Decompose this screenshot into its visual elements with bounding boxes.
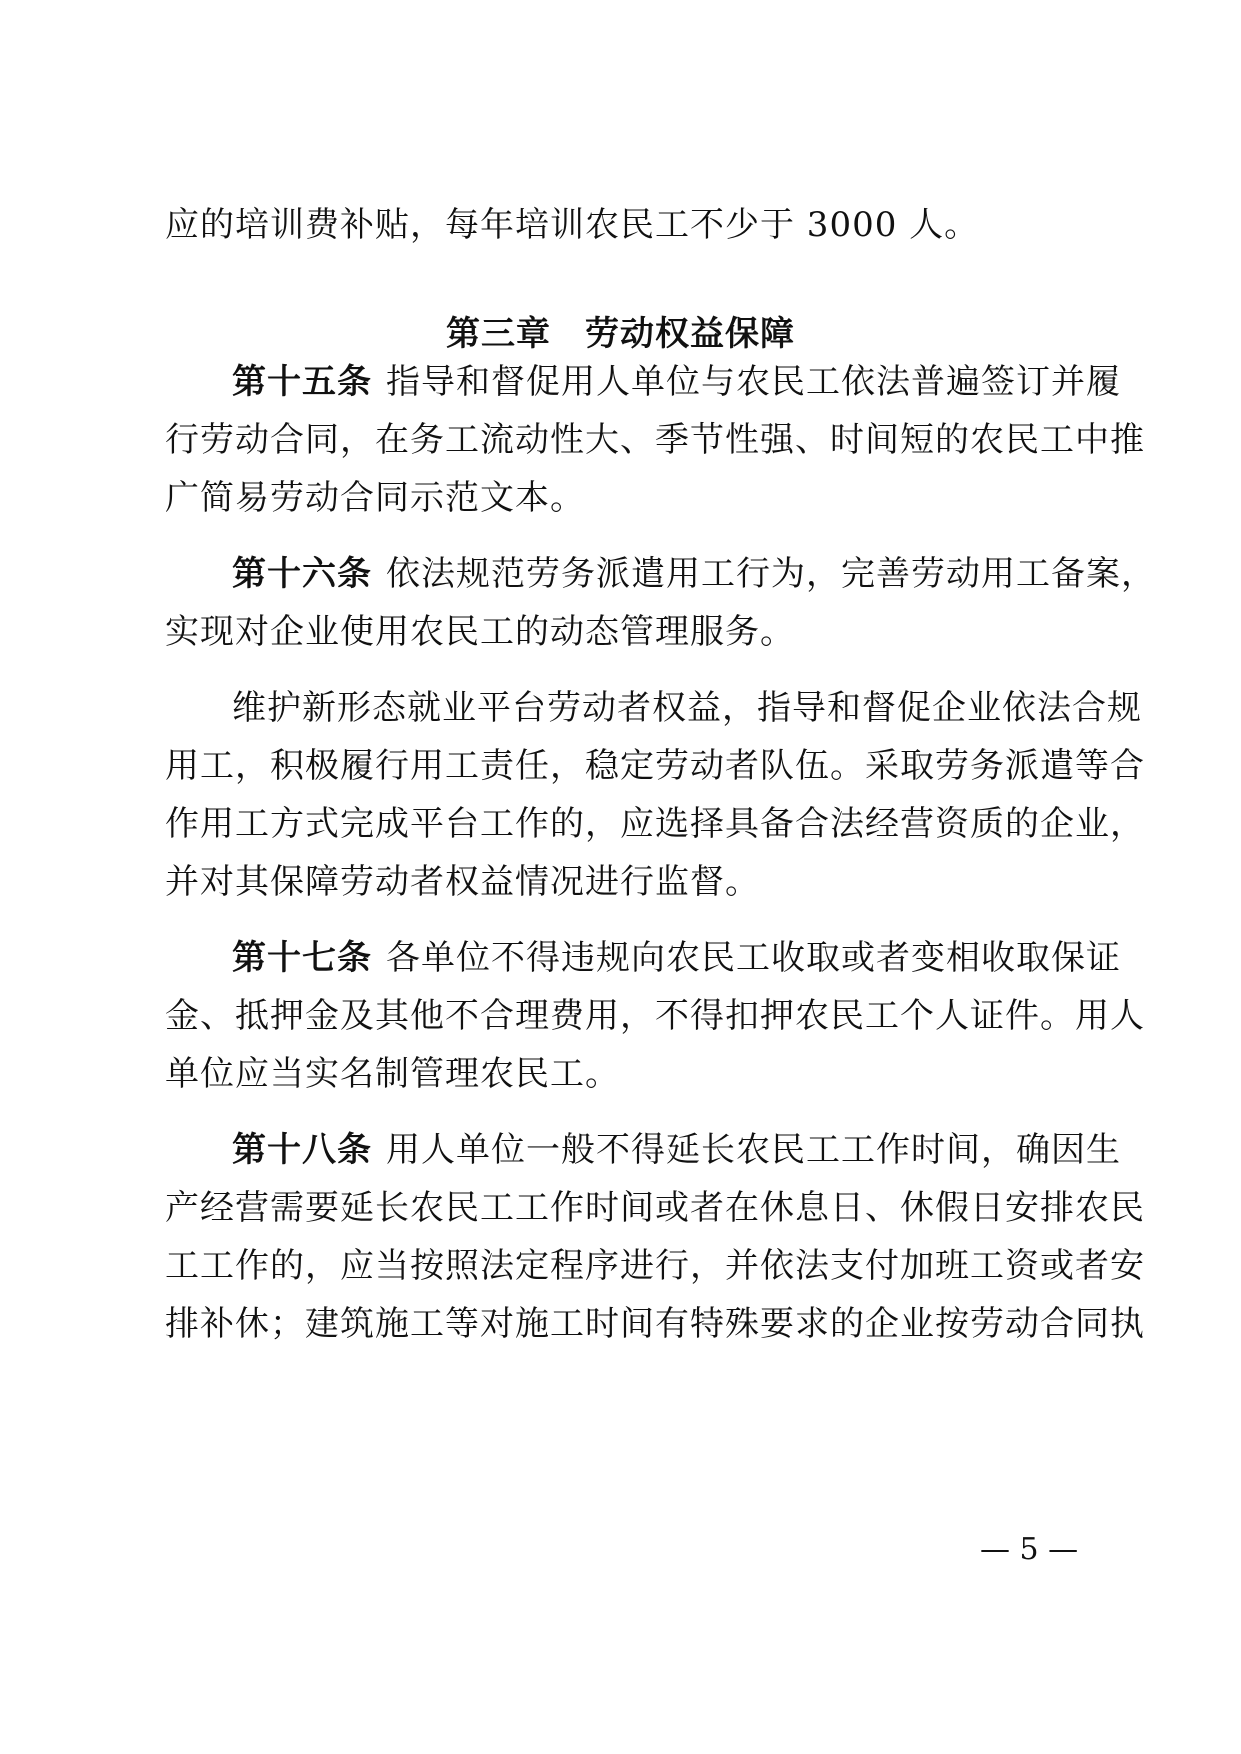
- chapter-title: 劳动权益保障: [585, 314, 795, 354]
- text-line: 用人单位一般不得延长农民工工作时间，确因生: [386, 1130, 1121, 1170]
- text-line: 工工作的，应当按照法定程序进行，并依法支付加班工资或者安: [165, 1246, 1145, 1286]
- chapter-number: 第三章: [446, 314, 551, 354]
- text-line: 作用工方式完成平台工作的，应选择具备合法经营资质的企业，: [165, 804, 1145, 844]
- article-15-line: [232, 360, 1152, 404]
- chapter-heading: [0, 312, 1241, 356]
- text-line: 并对其保障劳动者权益情况进行监督。: [165, 862, 760, 902]
- page-number: — 5 —: [980, 1532, 1079, 1567]
- text-line: 产经营需要延长农民工工作时间或者在休息日、休假日安排农民: [165, 1188, 1145, 1228]
- article-17-label: 第十七条: [232, 938, 372, 978]
- text-line: 用工，积极履行用工责任，稳定劳动者队伍。采取劳务派遣等合: [165, 746, 1145, 786]
- text-line: 各单位不得违规向农民工收取或者变相收取保证: [386, 938, 1121, 978]
- text-line: 广简易劳动合同示范文本。: [165, 478, 585, 518]
- text-line: 应的培训费补贴，每年培训农民工不少于 3000 人。: [165, 205, 980, 245]
- text-line: 指导和督促用人单位与农民工依法普遍签订并履: [386, 362, 1121, 402]
- article-18-label: 第十八条: [232, 1130, 372, 1170]
- text-line: 排补休；建筑施工等对施工时间有特殊要求的企业按劳动合同执: [165, 1304, 1145, 1344]
- article-18-line: [232, 1128, 1152, 1172]
- text-line: 金、抵押金及其他不合理费用，不得扣押农民工个人证件。用人: [165, 996, 1145, 1036]
- text-line: 依法规范劳务派遣用工行为，完善劳动用工备案，: [386, 554, 1156, 594]
- text-line: 维护新形态就业平台劳动者权益，指导和督促企业依法合规: [232, 688, 1142, 728]
- article-16-line: [232, 552, 1156, 596]
- article-15-label: 第十五条: [232, 362, 372, 402]
- text-line: 单位应当实名制管理农民工。: [165, 1054, 620, 1094]
- text-line: 行劳动合同，在务工流动性大、季节性强、时间短的农民工中推: [165, 420, 1145, 460]
- article-16-label: 第十六条: [232, 554, 372, 594]
- article-17-line: [232, 936, 1152, 980]
- text-line: 实现对企业使用农民工的动态管理服务。: [165, 612, 795, 652]
